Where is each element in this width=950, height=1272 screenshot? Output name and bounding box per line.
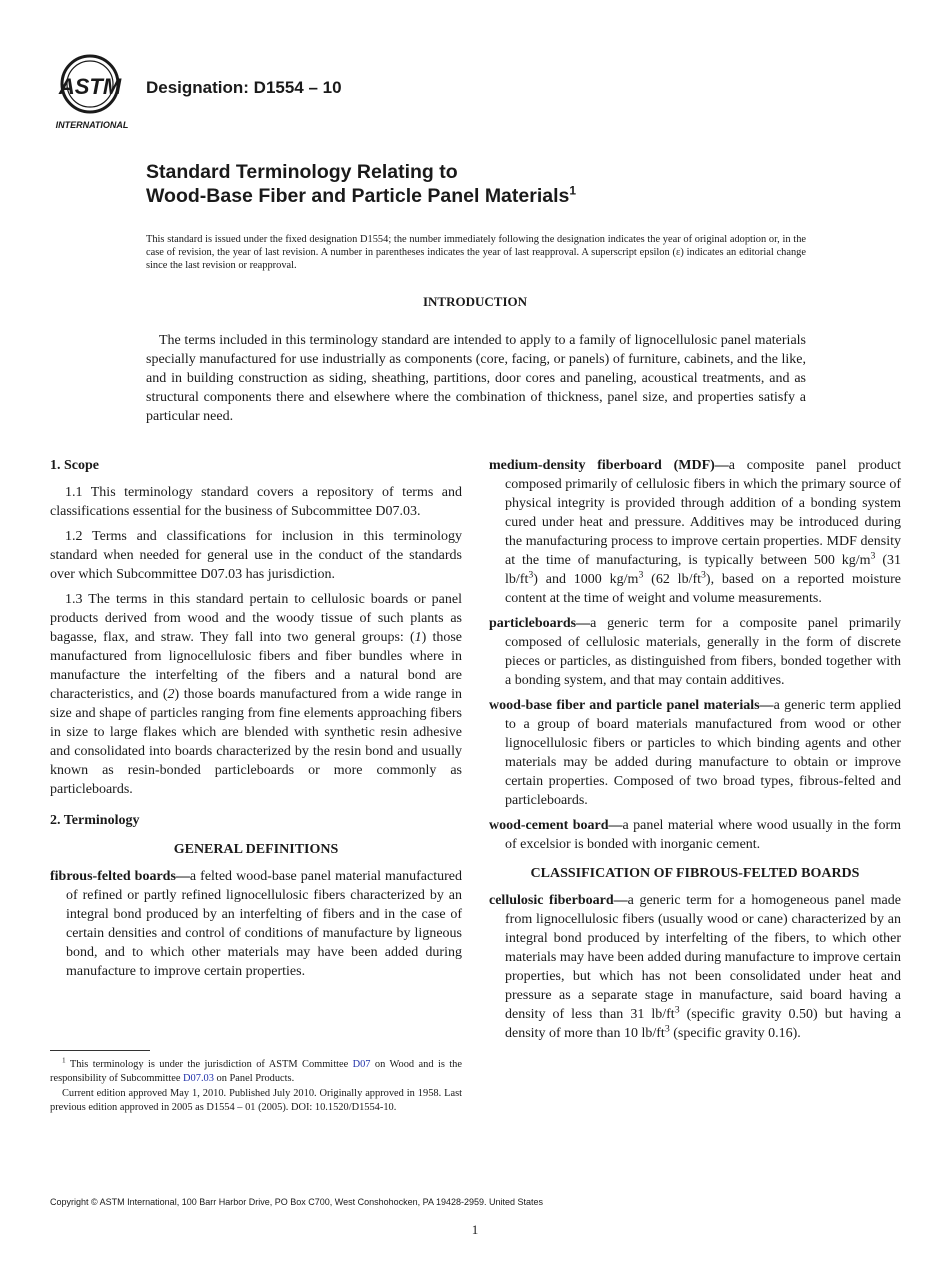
classification-heading: CLASSIFICATION OF FIBROUS-FELTED BOARDS <box>530 866 860 881</box>
term-wood-base-fiber-particle-panel-materials: wood-base fiber and particle panel materials—a generic term applied to a group of board materials manufactured from wood or other lignocellulosic fibers or particles to which binding agents and other materials may be added during manufacture to obtain or improve certain properties. Composed of two broad types, fibrous-felted and particleboards. <box>489 698 901 808</box>
designation: Designation: D1554 – 10 <box>146 78 342 97</box>
terminology-heading: 2. Terminology <box>50 813 140 828</box>
link-d07[interactable]: D07 <box>352 1059 371 1070</box>
footnote-edition: Current edition approved May 1, 2010. Published July 2010. Originally approved in 1958. Last previous edition approved in 2005 as D1554 – 01 (2005). DOI: 10.1520/D1554-10. <box>50 1088 462 1113</box>
issue-note: This standard is issued under the fixed designation D1554; the number immediately following the designation indicates the year of original adoption or, in the case of revision, the year of last revision. A number in parentheses indicates the year of last reapproval. A superscript epsilon (ε) indicates an editorial change since the last revision or reapproval. <box>146 234 806 272</box>
logo-subtext: INTERNATIONAL <box>55 120 129 130</box>
scope-1-1: 1.1 This terminology standard covers a repository of terms and classifications essential for the business of Subcommittee D07.03. <box>50 485 462 519</box>
footnote-divider <box>50 1050 150 1051</box>
page-number: 1 <box>471 1222 479 1237</box>
title-line-2: Wood-Base Fiber and Particle Panel Materials$^1$ <box>146 183 577 207</box>
title-footnote-mark: 1 <box>569 183 577 198</box>
term-particleboards: particleboards—a generic term for a composite panel primarily composed of cellulosic materials, generally in the form of discrete pieces or particles, as distinguished from fibers, bonded together with a bonding system, and that may contain additives. <box>489 616 901 688</box>
astm-logo <box>50 52 134 132</box>
document-title <box>146 160 576 208</box>
title-line-1: Standard Terminology Relating to <box>146 161 458 183</box>
footnote-1: $^1$ This terminology is under the jurisdiction of ASTM Committee D07 on Wood and is the responsibility of Subcommittee D07.03 on Panel Products. <box>50 1056 462 1084</box>
logo-text: ASTM <box>58 74 122 99</box>
right-column <box>489 456 901 1049</box>
copyright: Copyright © ASTM International, 100 Barr Harbor Drive, PO Box C700, West Conshohocken, PA 19428-2959. United States <box>50 1197 544 1207</box>
introduction-text: The terms included in this terminology standard are intended to apply to a family of lignocellulosic panel materials specially manufactured for use industrially as components (core, facing, or panels) of furniture, cabinets, and the like, and in building construction as siding, sheathing, partitions, door cores and paneling, acoustical treatments, and as structural components there and elsewhere where the combination of thickness, panel size, and properties satisfy a particular need. <box>146 333 806 424</box>
scope-1-3: 1.3 The terms in this standard pertain to cellulosic boards or panel products derived from wood and the woody tissue of such plants as bagasse, flax, and straw. They fall into two general groups: (1) those manufactured from lignocellulosic fibers and fiber bundles where in manufacture the interfelting of the fibers and a natural bond are characteristics, and (2) those boards manufactured from a wide range in size and shape of particles ranging from fine elements approaching fibers in size to large flakes which are blended with synthetic resin adhesive and consolidated into boards characterized by the resin bond and usually known as resin-bonded particleboards or more commonly as particleboards. <box>50 592 462 797</box>
term-cellulosic-fiberboard: cellulosic fiberboard—a generic term for a homogeneous panel made from lignocellulosic fibers (usually wood or cane) characterized by an integral bond produced by interfelting of the fibers, to which other materials may have been added during manufacture to improve certain properties, but which has not been consolidated under heat and pressure as a separate stage in manufacture, said board having a density of less than 31 $lb/ft^3$ (specific gravity 0.50) but having a density of more than 10 $lb/ft^3$ (specific gravity 0.16). <box>489 893 901 1041</box>
general-definitions-heading: GENERAL DEFINITIONS <box>173 842 339 857</box>
footnotes <box>50 1058 462 1116</box>
term-mdf: medium-density fiberboard (MDF)—a composite panel product composed primarily of cellulosic fibers in which the primary source of physical integrity is provided through addition of a bonding system cured under heat and pressure. Additives may be introduced during the manufacturing process to improve certain properties. MDF density at the time of manufacturing, is typically between 500 $kg/m^3$ (31 $lb/ft^3$) and 1000 $kg/m^3$ (62 $lb/ft^3$), based on a reported moisture content at the time of weight and volume measurements. <box>489 458 902 606</box>
scope-heading: 1. Scope <box>50 458 99 473</box>
term-fibrous-felted-boards: fibrous-felted boards—a felted wood-base panel material manufactured of refined or partly refined lignocellulosic fibers characterized by an integral bond produced by an interfelting of fibers and in the case of certain densities and control of conditions of manufacture by ligneous bond, and to which other materials may have been added during manufacture to improve certain properties. <box>50 869 462 979</box>
term-wood-cement-board: wood-cement board—a panel material where wood usually in the form of excelsior is bonded with inorganic cement. <box>489 818 901 852</box>
scope-1-2: 1.2 Terms and classifications for inclusion in this terminology standard when needed for general use in the conduct of the standards over which Subcommittee D07.03 has jurisdiction. <box>50 529 462 582</box>
introduction-heading: INTRODUCTION <box>422 294 527 309</box>
link-d07-03[interactable]: D07.03 <box>183 1072 214 1084</box>
left-column <box>50 456 462 987</box>
